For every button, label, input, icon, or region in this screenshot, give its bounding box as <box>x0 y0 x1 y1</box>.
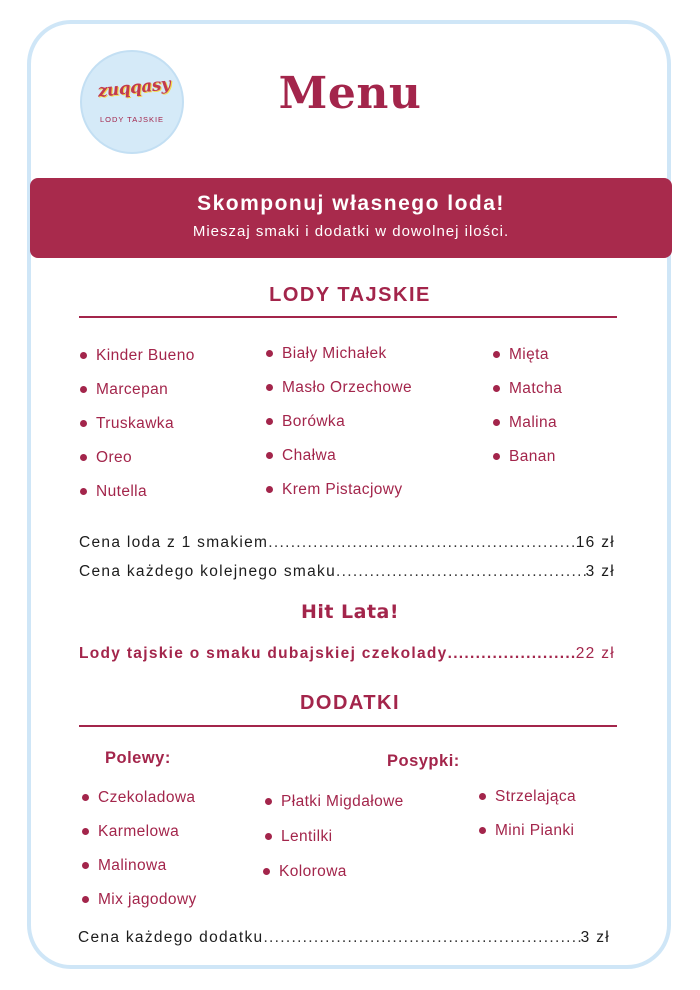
posypki-heading: Posypki: <box>387 752 460 770</box>
bullet-icon <box>265 798 272 805</box>
lody-divider <box>79 316 617 318</box>
topping-item: Mini Pianki <box>495 822 574 840</box>
bullet-icon <box>263 868 270 875</box>
flavor-item: Biały Michałek <box>282 345 387 363</box>
flavor-item: Marcepan <box>96 381 168 399</box>
flavor-item: Malina <box>509 414 557 432</box>
hit-heading: Hit Lata! <box>300 601 400 623</box>
topping-item: Strzelająca <box>495 788 576 806</box>
topping-item: Czekoladowa <box>98 789 195 807</box>
logo-brand-text: zuqqasy <box>96 74 172 102</box>
dodatki-heading: DODATKI <box>299 692 401 714</box>
price-label: Cena loda z 1 smakiem <box>79 534 269 551</box>
bullet-icon <box>80 386 87 393</box>
bullet-icon <box>266 486 273 493</box>
bullet-icon <box>479 793 486 800</box>
price-label: Cena każdego kolejnego smaku <box>79 563 336 580</box>
logo-subtitle: LODY TAJSKIE <box>99 115 165 124</box>
topping-item: Malinowa <box>98 857 167 875</box>
bullet-icon <box>82 828 89 835</box>
flavor-item: Truskawka <box>96 415 174 433</box>
bullet-icon <box>493 385 500 392</box>
page-title: Menu <box>278 68 422 119</box>
flavor-item: Nutella <box>96 483 147 501</box>
price-label: Cena każdego dodatku <box>78 929 264 946</box>
dodatki-divider <box>79 725 617 727</box>
flavor-item: Oreo <box>96 449 132 467</box>
topping-item: Mix jagodowy <box>98 891 197 909</box>
bullet-icon <box>266 350 273 357</box>
bullet-icon <box>82 862 89 869</box>
price-row-extra-flavor <box>79 563 615 581</box>
flavor-item: Mięta <box>509 346 549 364</box>
flavor-item: Matcha <box>509 380 562 398</box>
hit-row <box>79 645 615 663</box>
bullet-icon <box>80 488 87 495</box>
dot-leader <box>448 645 576 663</box>
bullet-icon <box>266 418 273 425</box>
price-value: 3 zł <box>585 563 615 580</box>
bullet-icon <box>479 827 486 834</box>
bullet-icon <box>493 453 500 460</box>
bullet-icon <box>493 351 500 358</box>
topping-item: Kolorowa <box>279 863 347 881</box>
price-value: 3 zł <box>580 929 610 946</box>
dot-leader <box>268 534 575 552</box>
banner-heading: Skomponuj własnego loda! <box>197 192 505 215</box>
bullet-icon <box>82 896 89 903</box>
flavor-item: Borówka <box>282 413 345 431</box>
promo-banner <box>30 178 672 258</box>
dot-leader <box>336 563 586 581</box>
banner-subheading: Mieszaj smaki i dodatki w dowolnej ilości. <box>192 223 510 240</box>
flavor-item: Kinder Bueno <box>96 347 195 365</box>
hit-label: Lody tajskie o smaku dubajskiej czekolady <box>79 645 448 662</box>
price-row-first-flavor <box>79 534 615 552</box>
flavor-item: Masło Orzechowe <box>282 379 412 397</box>
bullet-icon <box>80 454 87 461</box>
lody-heading: LODY TAJSKIE <box>269 284 431 306</box>
topping-item: Płatki Migdałowe <box>281 793 404 811</box>
dot-leader <box>263 929 580 947</box>
flavor-item: Chałwa <box>282 447 336 465</box>
flavor-item: Krem Pistacjowy <box>282 481 403 499</box>
bullet-icon <box>80 420 87 427</box>
bullet-icon <box>493 419 500 426</box>
price-row-topping <box>78 929 610 947</box>
polewy-heading: Polewy: <box>105 749 171 767</box>
bullet-icon <box>266 452 273 459</box>
hit-price: 22 zł <box>575 645 615 662</box>
price-value: 16 zł <box>575 534 615 551</box>
flavor-item: Banan <box>509 448 556 466</box>
bullet-icon <box>80 352 87 359</box>
bullet-icon <box>265 833 272 840</box>
bullet-icon <box>82 794 89 801</box>
bullet-icon <box>266 384 273 391</box>
topping-item: Karmelowa <box>98 823 179 841</box>
topping-item: Lentilki <box>281 828 332 846</box>
